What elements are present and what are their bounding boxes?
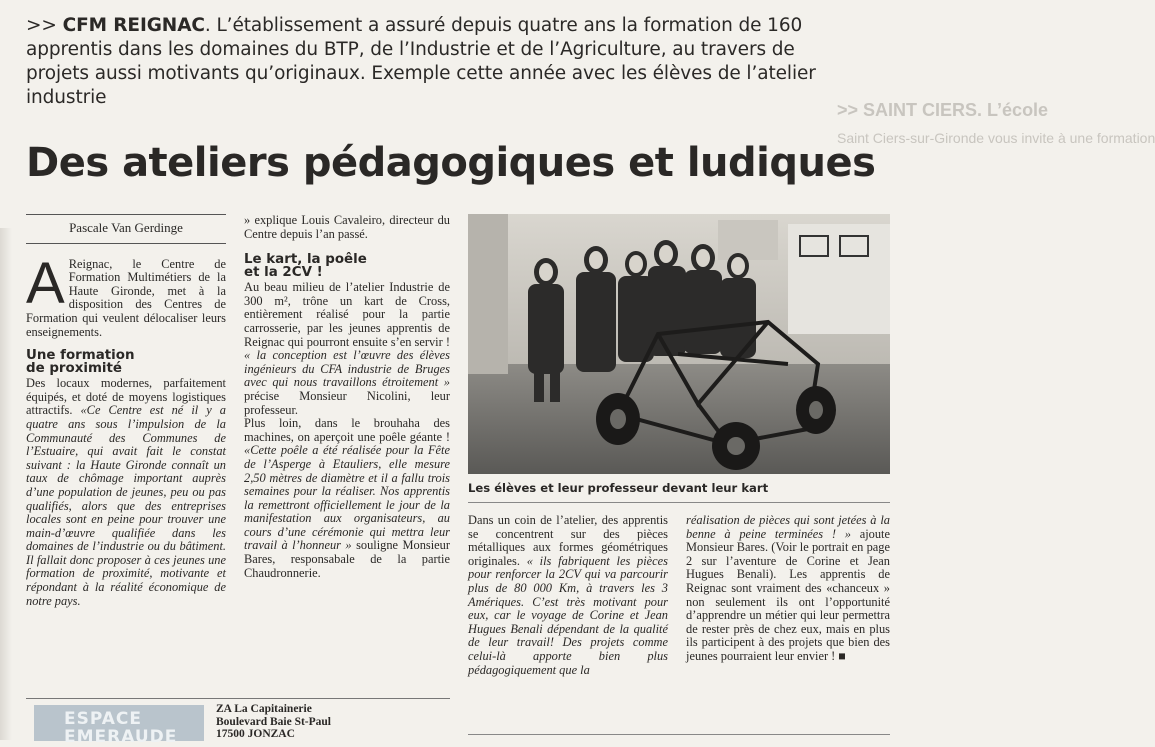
page-gutter-shadow [0,228,12,740]
bleed-text-1: >> SAINT CIERS. L’école [837,100,1049,120]
column-3 [468,514,668,677]
column-1 [26,214,226,608]
adjacent-page-bleed [831,0,1155,240]
lead-paragraph: A Reignac, le Centre de Formation Multimétiers de la Haute Gironde, met à la disposition des Centres de Formation qui veulent délocaliser leurs enseignements. [26,250,226,339]
paragraph-continuation: » explique Louis Cavaleiro, directeur du Centre depuis l’an passé. [244,213,450,241]
paragraph-kart: Au beau milieu de l’atelier Industrie de 300 m², trône un kart de Cross, entièrement réalisé pour la partie carrosserie, par les jeunes apprentis de Reignac qui pourront ensuite s’en servir ! « la conception est l’œuvre des élèves ingénieurs du CFA industrie de Bruges avec qui nous travaillons étroitement » précise Monsieur Nicolini, leur professeur. [244,280,450,417]
article-intro: >> CFM REIGNAC. L’établissement a assuré depuis quatre ans la formation de 160 apprentis dans les domaines du BTP, de l’Industrie et de l’Agriculture, au travers de projets aussi motivants qu’originaux. Exemple cette année avec les élèves de l’atelier industrie [26,15,816,108]
photo-caption: Les élèves et leur professeur devant leur kart [468,480,890,503]
advertisement [26,698,450,747]
paragraph-2cv: Dans un coin de l’atelier, des apprentis se concentrent sur des pièces métalliques aux formes géométriques originales. « ils fabriquent les pièces pour renforcer la 2CV qui va parcourir plus de 80 000 Km, à travers les 3 Amériques. C’est très motivant pour eux, car le voyage de Corine et Jean Hugues Benali dépendant de la qualité de leur travail! Des projets comme celui-là apporte bien plus pédagogiquement que la [468,513,668,677]
end-mark: ■ [838,648,846,663]
paragraph-formation: Des locaux modernes, parfaitement équipés, et doté de moyens logistiques attractifs. «Ce Centre est né il y a quatre ans sous l’impulsion de la Communauté des Communes de l’Estuaire, qui avait fait le constat suivant : la Haute Gironde connaît un taux de chômage important auprès d’une population de jeunes, peu ou pas qualifiés, alors que des entreprises locales sont en peine pour trouver une main-d’œuvre qualifiée dans les domaines de l’industrie ou du bâtiment. Il fallait donc proposer à ces jeunes une formation de proximité, motivante et répondant à la réalité économique de notre pays. [26,376,226,608]
paragraph-conclusion: réalisation de pièces qui sont jetées à la benne à peine terminées ! » ajoute Monsieur Bares. (Voir le portrait en page 2 sur l’aventure de Corine et Jean Hugues Benali). Les apprentis de Reignac sont vraiment des «chanceux » non seulement ils ont l’opportunité d’apprendre un métier qui leur permettra de rester près de chez eux, mais en plus ils participent à des projets que bien des jeunes pourraient leur envier ! ■ [686,513,890,663]
espace-emeraude-logo: ESPACE EMERAUDE [34,705,204,741]
paragraph-poele: Plus loin, dans le brouhaha des machines, on aperçoit une poêle géante ! «Cette poêle a été réalisée pour la Fête de l’Asperge à Etauliers, elle mesure 2,50 mètres de diamètre et il a fallu trois semaines pour la réaliser. Nos apprentis la remettront officiellement le jour de la manifestation aux organisateurs, au cours d’une cérémonie qui mettra leur travail à l’honneur » souligne Monsieur Bares, responsabale de la partie Chaudronnerie. [244,416,450,580]
column-2 [244,214,450,580]
ad-address: ZA La Capitainerie Boulevard Baie St-Paul 17500 JONZAC [216,703,332,740]
subhead-formation: Une formation de proximité [26,348,135,377]
bleed-text-2: Saint Ciers-sur-Gironde vous invite à une formation [837,130,1155,146]
headline: Des ateliers pédagogiques et ludiques [26,140,876,186]
kart-photo [468,214,890,474]
byline: Pascale Van Gerdinge [26,214,226,244]
intro-text: . L’établissement a assuré depuis quatre ans la formation de 160 apprentis dans les domaines du BTP, de l’Industrie et de l’Agriculture, au travers de projets aussi motivants qu’originaux. Exemple cette année avec les élèves de l’atelier industrie [26,15,816,108]
intro-name: CFM REIGNAC [62,15,205,36]
kart-photo-illustration [468,214,890,474]
subhead-kart: Le kart, la poêle et la 2CV ! [244,252,367,281]
column-4 [686,514,890,664]
footer-rule [468,734,890,735]
dropcap: A [26,250,65,316]
